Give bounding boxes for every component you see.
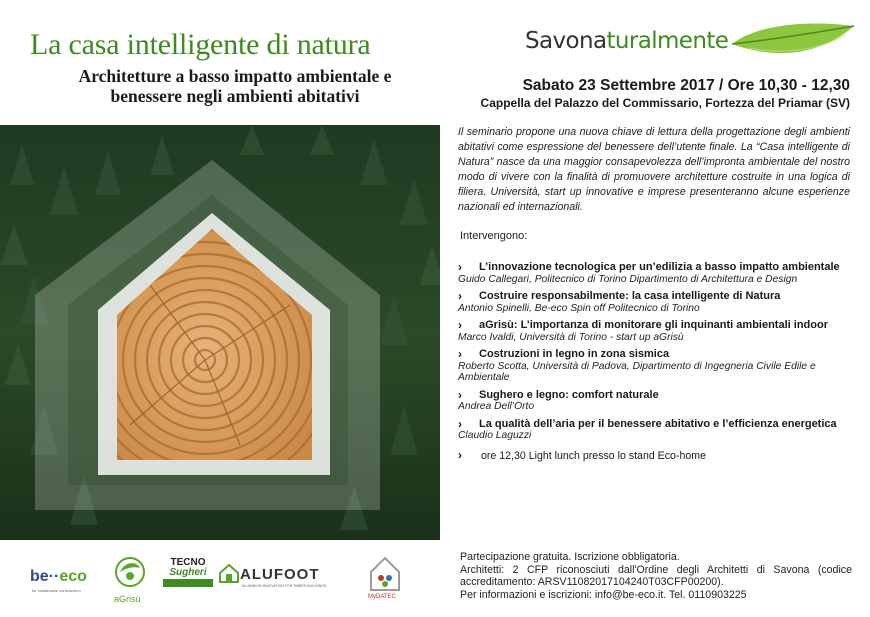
talk-speaker: Marco Ivaldi, Università di Torino - start up aGrisù [458,331,684,343]
speakers-heading: Intervengono: [460,230,528,242]
talk-speaker: Claudio Laguzzi [458,430,532,441]
subtitle-line: Architetture a basso impatto ambientale e [78,66,392,86]
tecno-text: TECNO [170,557,206,568]
talk-title-text: La qualità dell’aria per il benessere abitativo e l’efficienza energetica [479,417,837,430]
talk-speaker: Andrea Dell’Orto [458,401,535,412]
talk-title [458,262,850,274]
talk-speaker: Antonio Spinelli, Be-eco Spin off Politecnico di Torino [458,302,700,314]
talk-item [458,387,850,413]
house-icon [218,562,240,584]
talk-title [458,320,850,332]
house-wood-image [0,125,440,540]
talk-title-text: Sughero e legno: comfort naturale [479,388,659,401]
talk-item [458,291,850,314]
talk-item [458,320,850,343]
credits-note: Architetti: 2 CFP riconosciuti dall'Ordine degli Architetti di Savona (codice accreditamento: ARSV11082017104240T03CFP00200). [460,563,852,588]
chevron-right-icon: › [458,289,462,303]
mydatec-house-icon [368,554,402,592]
brand-part-green: turalmente [606,28,729,54]
agrisu-logo: aGrisù [114,594,141,604]
chevron-right-icon: › [458,347,462,361]
brand-logo [525,28,728,68]
alufoot-logo: ALUFOOT [240,566,320,583]
talk-item [458,262,850,285]
event-date-time: Sabato 23 Settembre 2017 / Ore 10,30 - 12,30 [522,77,850,94]
talk-speaker: Guido Callegari, Politecnico di Torino Dipartimento di Architettura e Design [458,273,798,285]
subtitle-line: benessere negli ambienti abitativi [110,86,360,106]
registration-notes [460,551,852,601]
talk-title [458,387,850,402]
be-eco-tagline: for sustainable construction [32,588,81,593]
be-eco-part: eco [59,568,87,585]
page-title: La casa intelligente di natura [30,28,371,61]
be-eco-logo: be··eco [30,568,87,585]
tecno-sugheri-bar [163,579,213,587]
talk-title [458,416,850,431]
talk-title-text: Costruzioni in legno in zona sismica [479,348,670,360]
brand-part: Savona [525,28,607,54]
be-eco-part: be [30,568,49,585]
contact-note: Per informazioni e iscrizioni: info@be-eco.it. Tel. 0110903225 [460,588,747,601]
lunch-item [458,447,850,462]
chevron-right-icon: › [458,387,462,402]
tecno-sugheri-logo [162,558,214,578]
talk-title-text: aGrisù: L’importanza di monitorare gli inquinanti ambientali indoor [479,319,828,331]
sugheri-text: Sugheri [169,567,207,578]
talk-title [458,291,850,303]
talk-list [458,262,850,462]
mydatec-logo: MyDATEC [368,594,396,600]
talk-title-text: Costruire responsabilmente: la casa intelligente di Natura [479,290,781,302]
lunch-text: ore 12,30 Light lunch presso lo stand Eco-home [481,449,706,462]
talk-item [458,416,850,442]
page-subtitle [40,66,430,106]
event-venue: Cappella del Palazzo del Commissario, Fortezza del Priamar (SV) [480,96,850,110]
agrisu-icon [110,550,150,592]
talk-item [458,349,850,384]
intro-paragraph: Il seminario propone una nuova chiave di lettura della progettazione degli ambienti abitativi come espressione del benessere dell’utente finale. La “Casa intelligente di Natura” nasce da una maggior consapevolezza dell’impronta ambientale del nostro modo di vivere con la finalità di promuovere architetture costruite in una logica di filiera. Università, start up innovative e imprese presenteranno alcune esperienze nazionali ed internazionali. [458,126,850,213]
chevron-right-icon: › [458,416,462,431]
talk-speaker: Roberto Scotta, Università di Padova, Dipartimento di Ingegneria Civile Edile e Ambientale [458,360,816,383]
participation-note: Partecipazione gratuita. Iscrizione obbligatoria. [460,551,680,563]
chevron-right-icon: › [458,260,462,274]
alufoot-tagline: ALUMINIUM INNOVATION FOR TIMBER BUILDINGS [242,584,327,588]
leaf-icon [728,18,858,70]
talk-title [458,349,850,361]
chevron-right-icon: › [458,447,462,462]
sponsor-logos [20,548,430,610]
talk-title-text: L’innovazione tecnologica per un’edilizia a basso impatto ambientale [479,261,840,273]
chevron-right-icon: › [458,318,462,332]
